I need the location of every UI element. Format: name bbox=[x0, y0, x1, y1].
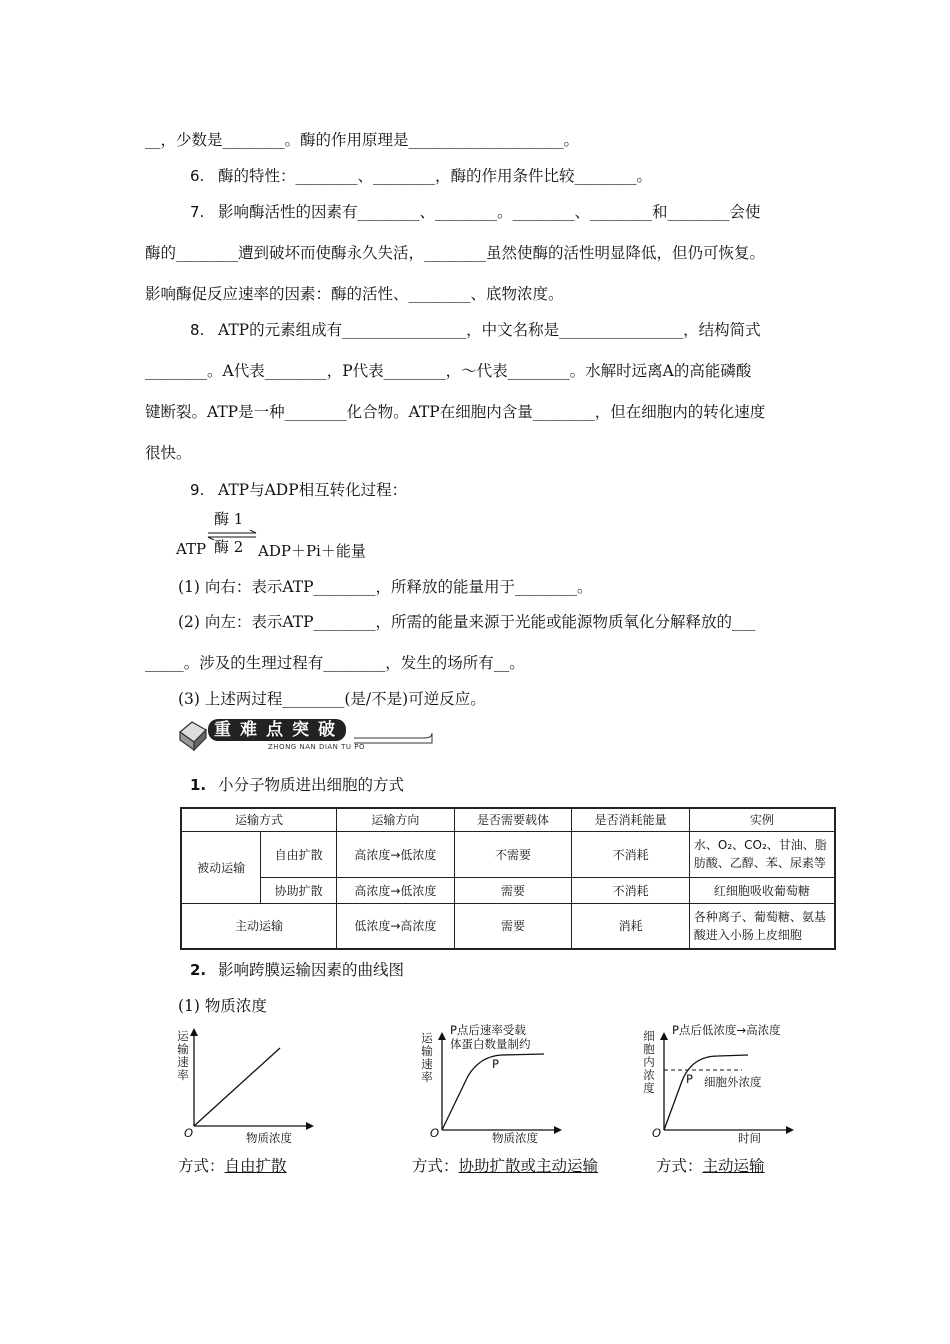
cell-direction: 高浓度→低浓度 bbox=[337, 831, 455, 877]
cell-energy: 消耗 bbox=[572, 903, 690, 949]
header-direction: 运输方向 bbox=[337, 808, 455, 831]
g2-ylabel-char: 速 bbox=[421, 1057, 433, 1071]
g2-mode-label: 方式： bbox=[412, 1157, 459, 1175]
g2-origin: O bbox=[430, 1126, 440, 1140]
header-example: 实例 bbox=[689, 808, 835, 831]
section-banner bbox=[176, 716, 436, 756]
g2-point: P bbox=[492, 1057, 499, 1071]
transport-table bbox=[180, 807, 836, 950]
g3-ylabel-char: 内 bbox=[643, 1055, 655, 1069]
g2-xlabel: 物质浓度 bbox=[492, 1131, 538, 1145]
group-passive: 被动运输 bbox=[181, 831, 261, 903]
cell-direction: 低浓度→高浓度 bbox=[337, 903, 455, 949]
atp-equation bbox=[176, 508, 396, 564]
g3-mode: 主动运输 bbox=[702, 1157, 765, 1175]
header-mode: 运输方式 bbox=[181, 808, 337, 831]
section-2-number: 2. bbox=[190, 961, 207, 979]
cell-carrier: 需要 bbox=[454, 903, 572, 949]
section-2-sub: (1) 物质浓度 bbox=[178, 997, 267, 1015]
g2-ylabel-char: 率 bbox=[421, 1070, 433, 1084]
g2-plot bbox=[436, 1026, 566, 1136]
table-row bbox=[181, 877, 835, 903]
g3-note-text: P点后低浓度 bbox=[672, 1023, 737, 1037]
cell-direction: 高浓度→低浓度 bbox=[337, 877, 455, 903]
question-8-text-b: ________。A代表________，P代表________，～代表________。水解时远离A的高能磷酸 bbox=[145, 362, 752, 380]
cell-sub: 自由扩散 bbox=[261, 831, 337, 877]
g3-ylabel-char: 胞 bbox=[643, 1042, 655, 1056]
banner-pinyin: ZHONG NAN DIAN TU PO bbox=[268, 743, 366, 751]
g3-mode-row bbox=[656, 1154, 765, 1176]
g2-mode: 协助扩散或主动运输 bbox=[458, 1157, 599, 1175]
subitem-2a: (2) 向左：表示ATP________，所需的能量来源于光能或能源物质氧化分解释放的___ bbox=[178, 613, 756, 631]
g1-ylabel-char: 速 bbox=[177, 1055, 189, 1069]
question-7 bbox=[190, 200, 761, 222]
question-7-text-c: 影响酶促反应速率的因素：酶的活性、________、底物浓度。 bbox=[145, 285, 564, 303]
question-6-number: 6. bbox=[190, 167, 205, 185]
g2-ylabel-char: 运 bbox=[421, 1031, 433, 1045]
banner-title: 重难点突破 bbox=[208, 719, 346, 741]
section-2-heading bbox=[190, 958, 404, 980]
g1-line bbox=[194, 1048, 280, 1126]
g3-origin: O bbox=[652, 1126, 662, 1140]
graph-1 bbox=[172, 1026, 322, 1146]
question-8 bbox=[190, 318, 761, 340]
g3-note-arrow: →高浓度 bbox=[736, 1023, 781, 1037]
cell-energy: 不消耗 bbox=[572, 877, 690, 903]
question-8-text-a: ATP的元素组成有________________，中文名称是________________，结构简式 bbox=[218, 321, 761, 339]
section-1-heading bbox=[190, 773, 404, 795]
question-7-text-a: 影响酶活性的因素有________、________。________、________和________会使 bbox=[218, 203, 761, 221]
g2-note1: P点后速率受载 bbox=[450, 1023, 526, 1037]
question-6 bbox=[190, 164, 652, 186]
subitem-2b: _____。涉及的生理过程有________，发生的场所有__。 bbox=[145, 654, 525, 672]
g1-mode-row bbox=[178, 1154, 287, 1176]
g1-xlabel: 物质浓度 bbox=[246, 1131, 292, 1145]
g3-ylabel-char: 度 bbox=[643, 1081, 655, 1095]
g2-ylabel bbox=[420, 1032, 434, 1084]
graph-2 bbox=[420, 1022, 570, 1146]
g1-mode: 自由扩散 bbox=[224, 1157, 287, 1175]
question-6-text: 酶的特性：________、________，酶的作用条件比较________。 bbox=[218, 167, 653, 185]
g2-note2: 体蛋白数量制约 bbox=[450, 1037, 531, 1051]
cube-icon bbox=[176, 718, 210, 752]
g3-xlabel: 时间 bbox=[738, 1131, 761, 1145]
cell-example: 各种离子、葡萄糖、氨基酸进入小肠上皮细胞 bbox=[689, 903, 835, 949]
eq-enzyme1: 酶 1 bbox=[214, 510, 244, 528]
g3-curve bbox=[664, 1055, 748, 1130]
question-8-number: 8. bbox=[190, 321, 205, 339]
question-7-text-b: 酶的________遭到破坏而使酶永久失活，________虽然使酶的活性明显降低，但仍可恢复。 bbox=[145, 244, 766, 262]
cell-example: 水、O₂、CO₂、甘油、脂肪酸、乙醇、苯、尿素等 bbox=[689, 831, 835, 877]
subitem-1: (1) 向右：表示ATP________，所释放的能量用于________。 bbox=[178, 578, 593, 596]
section-1-number: 1. bbox=[190, 776, 207, 794]
text-line-1: __，少数是________。酶的作用原理是____________________。 bbox=[145, 131, 580, 149]
cell-carrier: 不需要 bbox=[454, 831, 572, 877]
cell-carrier: 需要 bbox=[454, 877, 572, 903]
g2-ylabel-char: 输 bbox=[421, 1044, 433, 1058]
banner-underline bbox=[354, 730, 434, 746]
g2-mode-row bbox=[412, 1154, 598, 1176]
g3-dashed-label: 细胞外浓度 bbox=[704, 1075, 762, 1089]
cell-sub: 主动运输 bbox=[181, 903, 337, 949]
section-1-title: 小分子物质进出细胞的方式 bbox=[218, 776, 405, 794]
question-9 bbox=[190, 478, 407, 500]
g3-mode-label: 方式： bbox=[656, 1157, 703, 1175]
eq-enzyme2: 酶 2 bbox=[214, 538, 244, 556]
section-2-title: 影响跨膜运输因素的曲线图 bbox=[218, 961, 405, 979]
eq-right: ADP＋Pi＋能量 bbox=[258, 542, 366, 560]
g3-ylabel bbox=[642, 1030, 656, 1095]
question-9-text: ATP与ADP相互转化过程： bbox=[218, 481, 408, 499]
table-row bbox=[181, 903, 835, 949]
graph-3 bbox=[642, 1022, 812, 1146]
question-8-text-d: 很快。 bbox=[145, 444, 192, 462]
question-7-number: 7. bbox=[190, 203, 205, 221]
header-energy: 是否消耗能量 bbox=[572, 808, 690, 831]
g1-ylabel-char: 运 bbox=[177, 1029, 189, 1043]
eq-left: ATP bbox=[176, 540, 207, 558]
g1-origin: O bbox=[184, 1126, 194, 1140]
g1-plot bbox=[188, 1026, 318, 1136]
g3-ylabel-char: 细 bbox=[643, 1029, 655, 1043]
subitem-3: (3) 上述两过程________(是/不是)可逆反应。 bbox=[178, 690, 486, 708]
g3-ylabel-char: 浓 bbox=[643, 1068, 655, 1082]
cell-sub: 协助扩散 bbox=[261, 877, 337, 903]
question-8-text-c: 键断裂。ATP是一种________化合物。ATP在细胞内含量________，但在细胞内的转化速度 bbox=[145, 403, 766, 421]
g1-ylabel-char: 率 bbox=[177, 1068, 189, 1082]
cell-example: 红细胞吸收葡萄糖 bbox=[689, 877, 835, 903]
g1-mode-label: 方式： bbox=[178, 1157, 225, 1175]
cell-energy: 不消耗 bbox=[572, 831, 690, 877]
g1-ylabel-char: 输 bbox=[177, 1042, 189, 1056]
question-9-number: 9. bbox=[190, 481, 205, 499]
g3-point: P bbox=[686, 1072, 693, 1086]
table-row bbox=[181, 831, 835, 877]
header-carrier: 是否需要载体 bbox=[454, 808, 572, 831]
